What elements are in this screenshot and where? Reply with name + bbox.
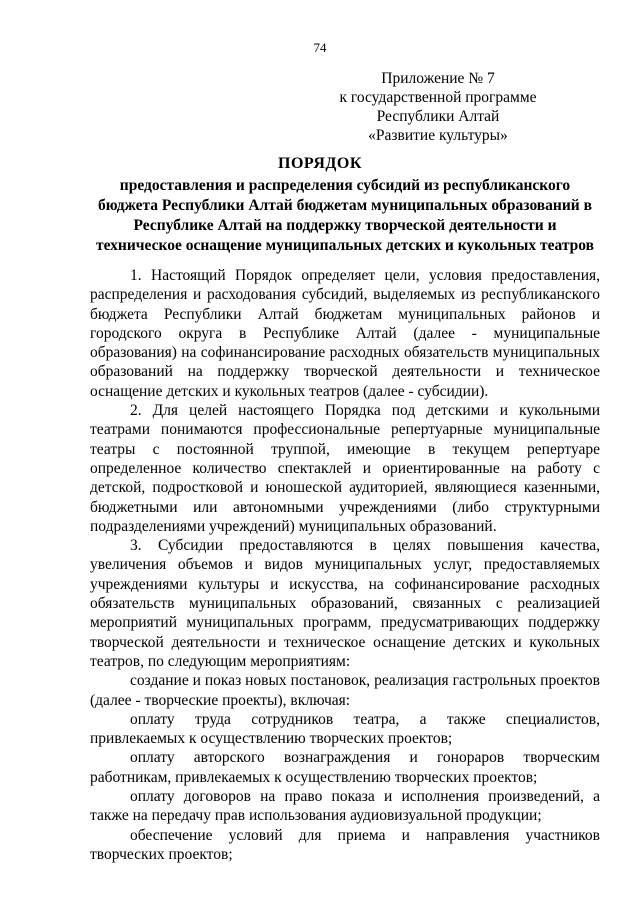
document-body xyxy=(90,266,600,864)
paragraph-7: оплату договоров на право показа и исполнения произведений, а также на передачу прав использования аудиовизуальной продукции; xyxy=(90,788,600,825)
appendix-block xyxy=(318,69,558,145)
document-subtitle: предоставления и распределения субсидий из республиканского бюджета Республики Алтай бюджетам муниципальных образований в Республике Алтай на поддержку творческой деятельности и техническое оснащение муниципальных детских и кукольных театров xyxy=(96,177,594,254)
paragraph-2: 2. Для целей настоящего Порядка под детскими и кукольными театрами понимаются профессиональные репертуарные муниципальные театры с постоянной труппой, имеющие в текущем репертуаре определенное количество спектаклей и ориентированные на работу с детской, подростковой и юношеской аудиторией, являющиеся казенными, бюджетными или автономными учреждениями (либо структурными подразделениями учреждений) муниципальных образований. xyxy=(90,402,600,535)
paragraph-8: обеспечение условий для приема и направления участников творческих проектов; xyxy=(90,826,600,863)
appendix-line-4: «Развитие культуры» xyxy=(368,127,508,144)
document-title: ПОРЯДОК xyxy=(278,155,362,172)
appendix-line-1: Приложение № 7 xyxy=(381,70,495,87)
appendix-line-3: Республики Алтай xyxy=(376,108,500,125)
appendix-line-2: к государственной программе xyxy=(339,89,537,106)
paragraph-5: оплату труда сотрудников театра, а также специалистов, привлекаемых к осуществлению творческих проектов; xyxy=(90,710,600,748)
paragraph-1: 1. Настоящий Порядок определяет цели, условия предоставления, распределения и расходования субсидий, выделяемых из республиканского бюджета Республики Алтай бюджетам муниципальных районов и городского округа в Республике Алтай (далее - муниципальные образования) на софинансирование расходных обязательств муниципальных образований на поддержку творческой деятельности и техническое оснащение детских и кукольных театров (далее - субсидии). xyxy=(90,267,600,400)
paragraph-4: создание и показ новых постановок, реализация гастрольных проектов (далее - творческие проекты), включая: xyxy=(90,672,600,709)
paragraph-3: 3. Субсидии предоставляются в целях повышения качества, увеличения объемов и видов муниципальных услуг, предоставляемых учреждениями культуры и искусства, на софинансирование расходных обязательств муниципальных образований, связанных с реализацией мероприятий муниципальных программ, предусматривающих поддержку творческой деятельности и техническое оснащение детских и кукольных театров, по следующим мероприятиям: xyxy=(90,537,600,670)
paragraph-6: оплату авторского вознаграждения и гонораров творческим работникам, привлекаемых к осуществлению творческих проектов; xyxy=(90,749,600,786)
page-number: 74 xyxy=(313,40,327,55)
